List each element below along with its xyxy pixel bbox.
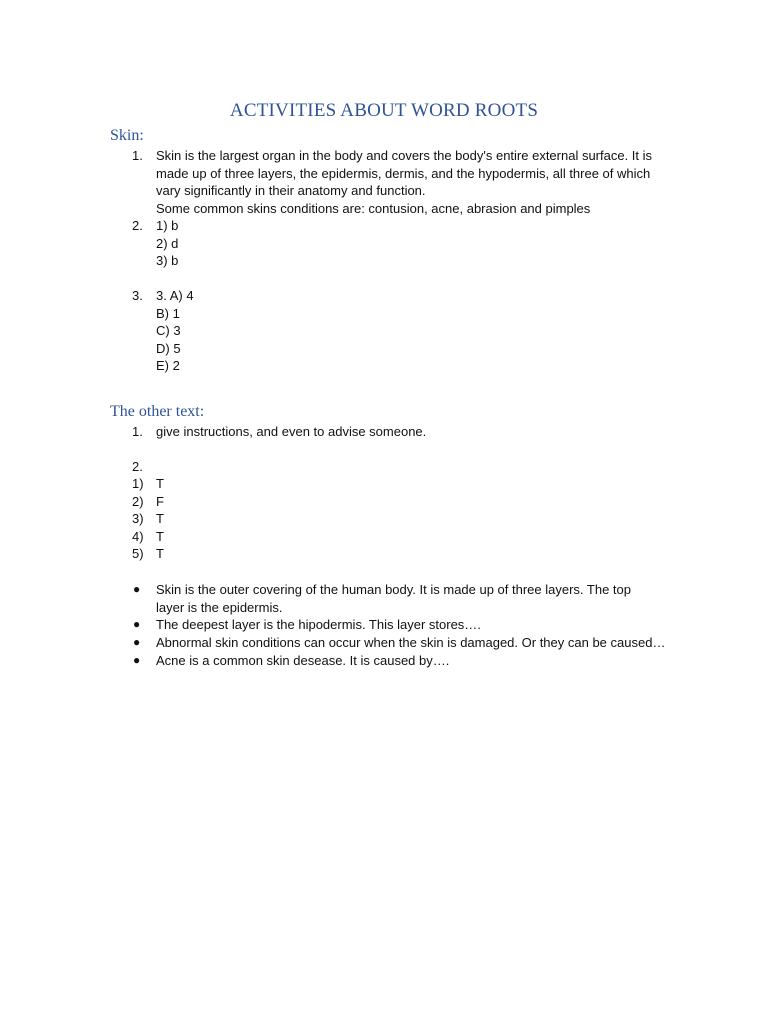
bullet-icon: ● <box>133 582 141 596</box>
answer-line: give instructions, and even to advise someone. <box>156 424 427 439</box>
answer-line: 3) b <box>156 253 179 268</box>
answer-line: D) 5 <box>156 340 181 356</box>
answer-line: B) 1 <box>156 305 180 321</box>
list-number: 3. <box>132 288 143 303</box>
document-title: ACTIVITIES ABOUT WORD ROOTS <box>229 100 539 121</box>
tf-number: 4) <box>132 529 144 544</box>
tf-number: 2) <box>132 494 144 509</box>
tf-answer: T <box>156 476 164 491</box>
list-number: 1. <box>132 148 143 163</box>
tf-answer: T <box>156 529 164 544</box>
answer-line: 3. A) 4 <box>156 288 194 303</box>
bullet-icon: ● <box>133 617 141 631</box>
bullet-line: Skin is the outer covering of the human body. It is made up of three layers. The top <box>156 582 632 597</box>
list-number: 2. <box>132 459 143 474</box>
bullet-icon: ● <box>133 635 141 649</box>
paragraph-line: Skin is the largest organ in the body and covers the body's entire external surface. It is <box>156 148 653 163</box>
paragraph-line: vary significantly in their anatomy and function. <box>156 183 426 198</box>
answer-line: 2) d <box>156 235 179 251</box>
list-number: 1. <box>132 424 143 439</box>
tf-answer: T <box>156 546 164 561</box>
bullet-line: layer is the epidermis. <box>156 599 283 615</box>
section-heading-skin: Skin: <box>110 127 144 144</box>
answer-line: C) 3 <box>156 323 181 338</box>
tf-number: 1) <box>132 476 144 491</box>
bullet-line: Acne is a common skin desease. It is caused by…. <box>156 653 450 668</box>
tf-answer: T <box>156 511 164 526</box>
answer-line: E) 2 <box>156 358 180 373</box>
tf-number: 5) <box>132 546 144 561</box>
bullet-icon: ● <box>133 653 141 667</box>
list-number: 2. <box>132 218 143 233</box>
paragraph-line: made up of three layers, the epidermis, dermis, and the hypodermis, all three of which <box>156 165 651 181</box>
paragraph-line: Some common skins conditions are: contusion, acne, abrasion and pimples <box>156 200 591 216</box>
bullet-line: The deepest layer is the hipodermis. This layer stores…. <box>156 617 481 632</box>
tf-number: 3) <box>132 511 144 526</box>
answer-line: 1) b <box>156 218 179 233</box>
section-heading-other-text: The other text: <box>110 403 205 420</box>
tf-answer: F <box>156 494 164 509</box>
bullet-line: Abnormal skin conditions can occur when the skin is damaged. Or they can be caused… <box>156 635 666 650</box>
